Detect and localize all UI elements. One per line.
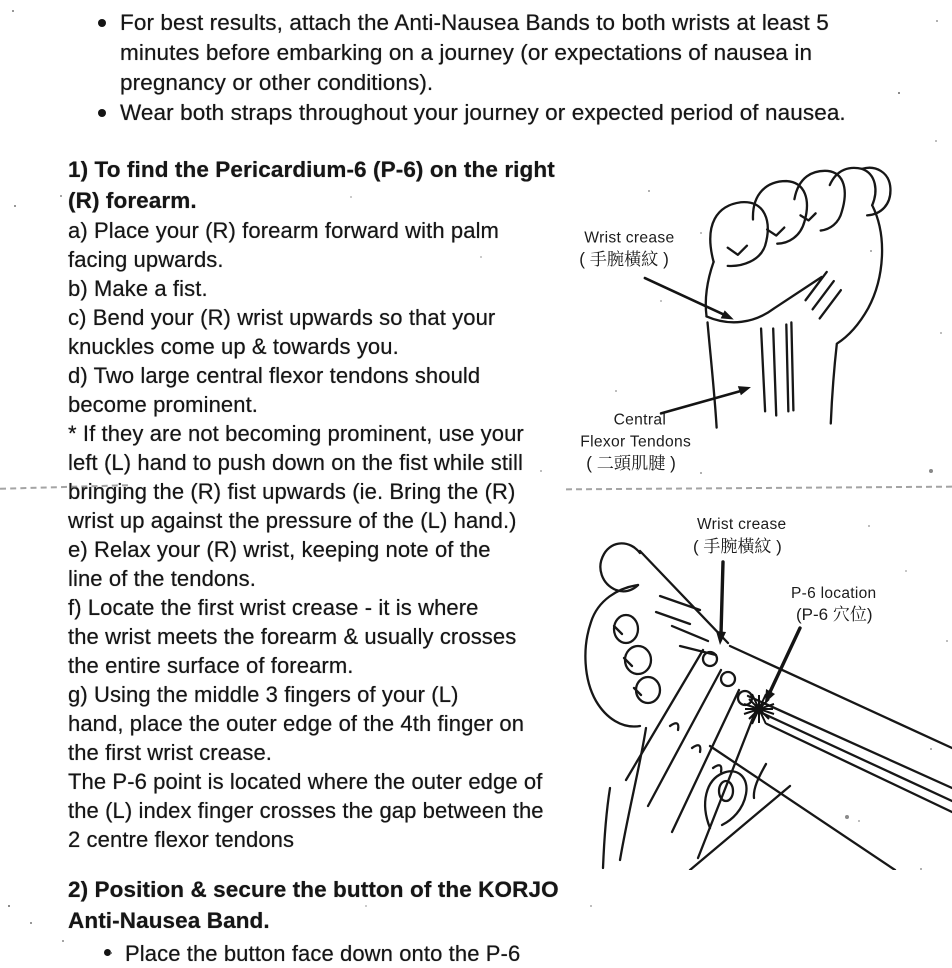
step-note: left (L) hand to push down on the fist while still bbox=[68, 450, 524, 475]
step-f: f) Locate the first wrist crease - it is where bbox=[68, 595, 479, 620]
list-item bbox=[98, 8, 898, 98]
measuring-fingers bbox=[626, 650, 756, 858]
central-flexor-tendons-label: Flexor Tendons bbox=[580, 433, 692, 451]
text-line: minutes before embarking on a journey (or expectations of nausea in bbox=[120, 40, 813, 65]
step-f: the entire surface of forearm. bbox=[68, 653, 354, 678]
wrist-crease-arrow bbox=[645, 278, 734, 319]
fingernail-mark bbox=[767, 228, 784, 236]
p6-location-label: P-6 location bbox=[791, 585, 877, 602]
section2-heading: 2) Position & secure the button of the KORJO bbox=[68, 877, 559, 902]
p6-location-label-zh: (P-6 穴位) bbox=[796, 605, 873, 624]
thumb-outline bbox=[600, 543, 640, 590]
figure-p6-illustration bbox=[560, 498, 952, 870]
step-d: d) Two large central flexor tendons should bbox=[68, 363, 481, 388]
step-c: knuckles come up & towards you. bbox=[68, 334, 399, 359]
section1-heading: (R) forearm. bbox=[68, 188, 197, 213]
step-e: line of the tendons. bbox=[68, 566, 256, 591]
text-line: pregnancy or other conditions). bbox=[120, 70, 434, 95]
wrist-crease-line bbox=[672, 626, 708, 641]
central-flexor-tendons-label: Central bbox=[613, 411, 667, 429]
intro-bullet-list bbox=[98, 8, 898, 128]
bullet-text bbox=[125, 939, 520, 968]
text-line: For best results, attach the Anti-Nausea Bands to both wrists at least 5 bbox=[120, 10, 829, 35]
tendons-arrow bbox=[661, 386, 751, 413]
step-p6-note: 2 centre flexor tendons bbox=[68, 827, 295, 852]
left-thumb-outline bbox=[705, 771, 746, 828]
text-line: Wear both straps throughout your journey or expected period of nausea. bbox=[120, 100, 846, 125]
wrist-crease-label: Wrist crease bbox=[697, 516, 787, 533]
bullet-dot bbox=[98, 109, 106, 117]
wrist-crease-label-zh: ( 手腕橫紋 ) bbox=[693, 537, 782, 556]
step-g: hand, place the outer edge of the 4th finger on bbox=[68, 711, 525, 736]
step-b: b) Make a fist. bbox=[68, 276, 208, 301]
step-c: c) Bend your (R) wrist upwards so that your bbox=[68, 305, 496, 330]
scan-speckles bbox=[0, 0, 2, 2]
fingernail-mark bbox=[728, 246, 747, 255]
bullet-text bbox=[120, 98, 846, 128]
bullet-dot bbox=[98, 19, 106, 27]
section-1 bbox=[68, 154, 580, 854]
wrist-crease-arrow bbox=[716, 562, 726, 645]
text-line: Place the button face down onto the P-6 bbox=[125, 941, 521, 966]
wrist-crease-label: Wrist crease bbox=[584, 229, 675, 247]
fingernail-mark bbox=[800, 213, 815, 220]
wrist-crease-line bbox=[680, 646, 716, 655]
step-note: bringing the (R) fist upwards (ie. Bring the (R) bbox=[68, 479, 516, 504]
step-note: wrist up against the pressure of the (L) hand.) bbox=[68, 508, 517, 533]
step-g: the first wrist crease. bbox=[68, 740, 273, 765]
step-a: facing upwards. bbox=[68, 247, 224, 272]
section2-heading: Anti-Nausea Band. bbox=[68, 908, 270, 933]
figure-fist-illustration bbox=[556, 158, 952, 493]
fist-line-art bbox=[706, 168, 891, 428]
list-item bbox=[104, 939, 668, 968]
section1-heading: 1) To find the Pericardium-6 (P-6) on the right bbox=[68, 157, 555, 182]
step-e: e) Relax your (R) wrist, keeping note of the bbox=[68, 537, 491, 562]
bullet-text bbox=[120, 8, 829, 98]
step-p6-note: the (L) index finger crosses the gap between the bbox=[68, 798, 544, 823]
list-item bbox=[98, 98, 898, 128]
step-a: a) Place your (R) forearm forward with palm bbox=[68, 218, 499, 243]
tendon-lines bbox=[761, 322, 793, 415]
wrist-crease-label-zh: ( 手腕橫紋 ) bbox=[579, 248, 669, 269]
section-2 bbox=[68, 874, 668, 968]
bullet-dot bbox=[104, 949, 111, 956]
step-p6-note: The P-6 point is located where the outer edge of bbox=[68, 769, 543, 794]
step-d: become prominent. bbox=[68, 392, 259, 417]
step-g: g) Using the middle 3 fingers of your (L) bbox=[68, 682, 459, 707]
step-note: * If they are not becoming prominent, use your bbox=[68, 421, 524, 446]
central-flexor-tendons-label-zh: ( 二頭肌腱 ) bbox=[586, 452, 676, 473]
step-f: the wrist meets the forearm & usually crosses bbox=[68, 624, 517, 649]
